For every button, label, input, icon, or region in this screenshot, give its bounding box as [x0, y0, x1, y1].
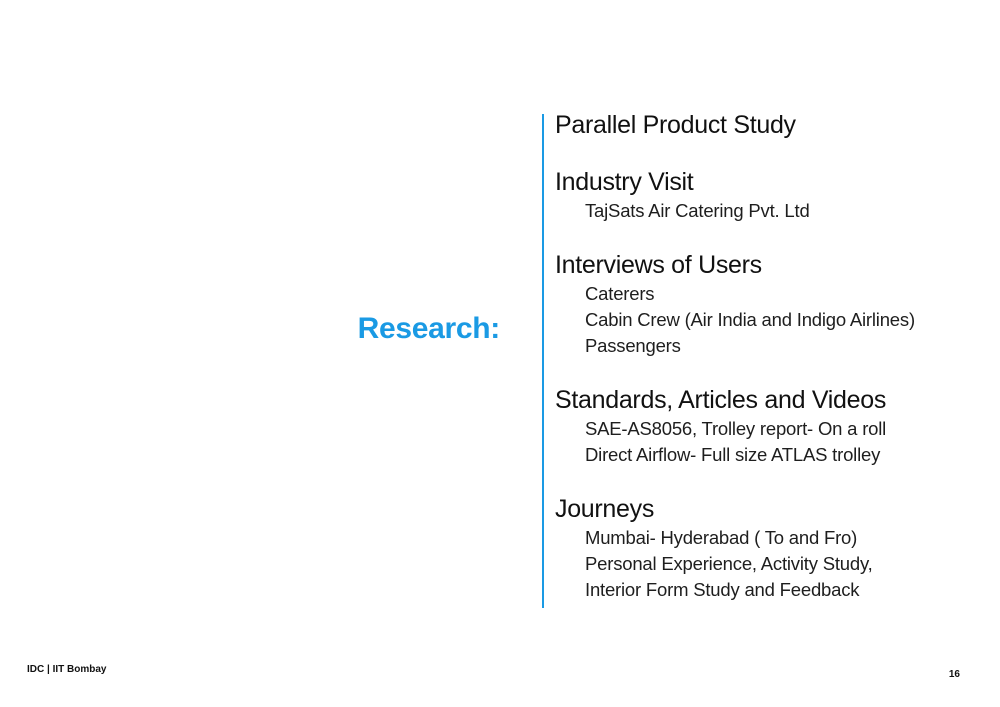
list-item: Passengers: [585, 335, 681, 356]
list-item: Cabin Crew (Air India and Indigo Airlines): [585, 309, 915, 330]
group-heading: Interviews of Users: [555, 251, 762, 279]
list-item: Personal Experience, Activity Study,: [585, 553, 873, 574]
list-item: Mumbai- Hyderabad ( To and Fro): [585, 527, 858, 548]
group-items: [555, 525, 985, 603]
list-item: SAE-AS8056, Trolley report- On a roll: [585, 418, 887, 439]
group-standards-articles-videos: [555, 385, 985, 468]
group-heading: Journeys: [555, 495, 655, 523]
group-heading: Parallel Product Study: [555, 111, 796, 139]
group-parallel-product-study: [555, 110, 985, 141]
footer-organization: IDC | IIT Bombay: [27, 664, 107, 675]
page-number: 16: [948, 669, 960, 680]
group-items: [555, 416, 985, 468]
group-items: [555, 198, 985, 224]
group-interviews-of-users: [555, 250, 985, 359]
list-item: Interior Form Study and Feedback: [585, 579, 860, 600]
list-item: Direct Airflow- Full size ATLAS trolley: [585, 444, 881, 465]
research-list: [555, 110, 985, 603]
group-items: [555, 281, 985, 359]
group-heading: Industry Visit: [555, 168, 694, 196]
list-item: TajSats Air Catering Pvt. Ltd: [585, 200, 810, 221]
group-heading: Standards, Articles and Videos: [555, 386, 887, 414]
list-item: Caterers: [585, 283, 655, 304]
group-journeys: [555, 494, 985, 603]
vertical-divider: [542, 114, 544, 608]
group-industry-visit: [555, 167, 985, 224]
section-title: Research:: [357, 312, 500, 345]
